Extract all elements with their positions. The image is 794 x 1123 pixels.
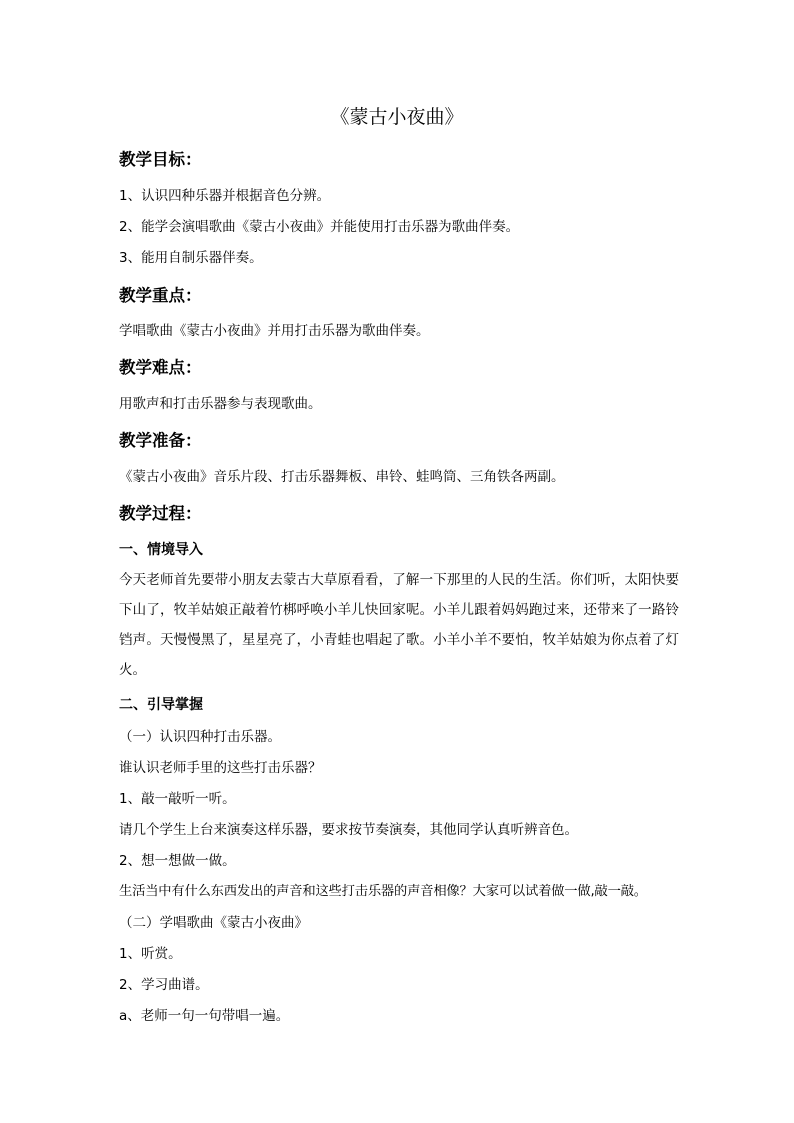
key-points-heading: 教学重点： xyxy=(119,286,202,305)
part2-line-9: 2、学习曲谱。 xyxy=(119,977,209,993)
difficulties-text: 用歌声和打击乐器参与表现歌曲。 xyxy=(119,396,322,412)
part2-heading: 二、引导掌握 xyxy=(119,697,203,713)
preparation-heading: 教学准备： xyxy=(119,431,202,450)
part1-heading: 一、情境导入 xyxy=(119,542,203,558)
part2-line-10: a、老师一句一句带唱一遍。 xyxy=(119,1008,290,1024)
difficulties-heading: 教学难点： xyxy=(119,358,202,377)
part2-line-2: 谁认识老师手里的这些打击乐器？ xyxy=(119,760,322,776)
part1-paragraph: 今天老师首先要带小朋友去蒙古大草原看看，了解一下那里的人民的生活。你们听，太阳快要下山了，牧羊姑娘正敲着竹梆呼唤小羊儿快回家呢。小羊儿跟着妈妈跑过来，还带来了一路铃铛声。天慢慢黑了，星星亮了，小青蛙也唱起了歌。小羊小羊不要怕，牧羊姑娘为你点着了灯火。 xyxy=(119,572,679,678)
process-heading: 教学过程： xyxy=(119,504,202,523)
goal-item-2: 2、能学会演唱歌曲《蒙古小夜曲》并能使用打击乐器为歌曲伴奏。 xyxy=(119,219,520,235)
part2-line-8: 1、听赏。 xyxy=(119,946,182,962)
part2-line-3: 1、敲一敲听一听。 xyxy=(119,791,236,807)
part2-line-1: （一）认识四种打击乐器。 xyxy=(119,729,281,745)
key-points-text: 学唱歌曲《蒙古小夜曲》并用打击乐器为歌曲伴奏。 xyxy=(119,323,430,339)
part2-line-7: （二）学唱歌曲《蒙古小夜曲》 xyxy=(119,915,308,931)
goals-heading: 教学目标： xyxy=(119,150,202,169)
part2-line-6: 生活当中有什么东西发出的声音和这些打击乐器的声音相像？大家可以试着做一做,敲一敲。 xyxy=(119,884,647,899)
goal-item-3: 3、能用自制乐器伴奏。 xyxy=(119,250,263,266)
document-title: 《蒙古小夜曲》 xyxy=(330,106,464,128)
goal-item-1: 1、认识四种乐器并根据音色分辨。 xyxy=(119,188,331,204)
part2-line-4: 请几个学生上台来演奏这样乐器，要求按节奏演奏，其他同学认真听辨音色。 xyxy=(119,822,578,838)
preparation-text: 《蒙古小夜曲》音乐片段、打击乐器舞板、串铃、蛙鸣筒、三角铁各两副。 xyxy=(119,469,565,485)
part2-line-5: 2、想一想做一做。 xyxy=(119,853,236,869)
